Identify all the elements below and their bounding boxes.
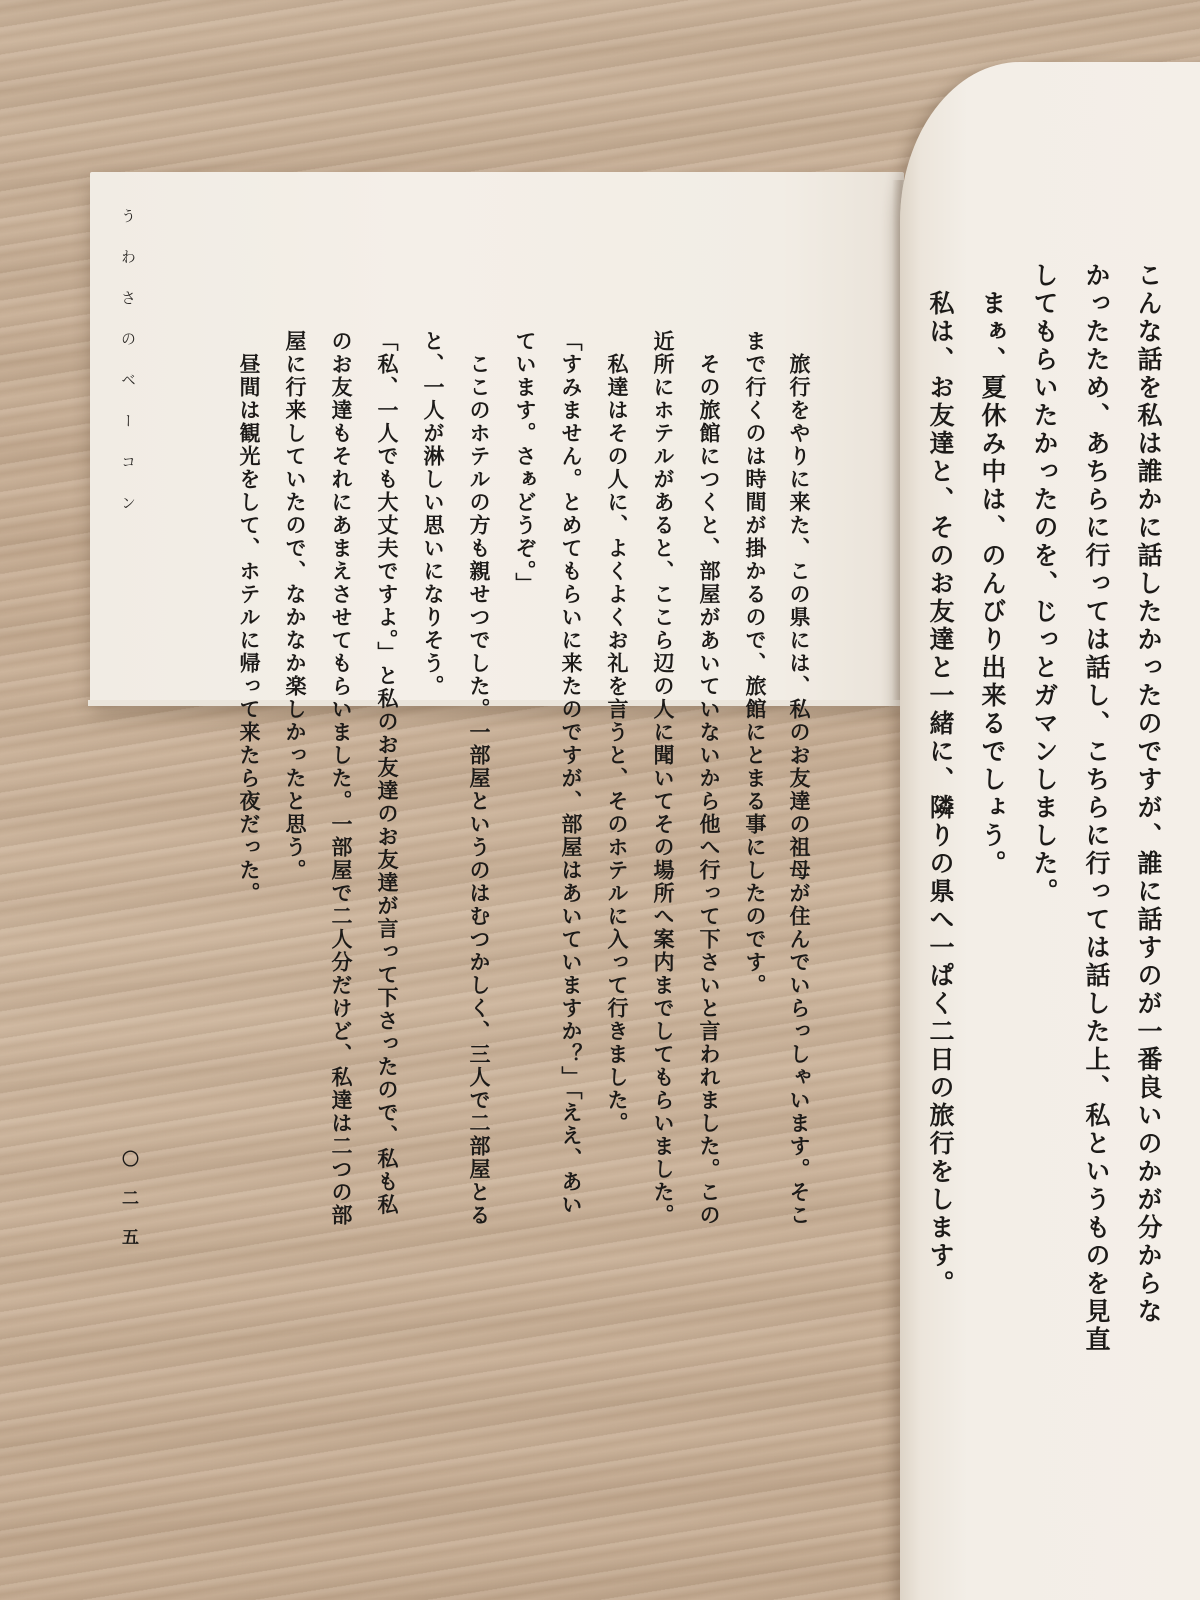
right-line-3: してもらいたかったのを、じっとガマンしました。	[1030, 262, 1059, 906]
left-line-6: 「すみません。とめてもらいに来たのですが、部屋はあいていますか？」「ええ、あい	[559, 330, 584, 1217]
right-line-4: まぁ、夏休み中は、のんびり出来るでしょう。	[978, 262, 1007, 878]
left-line-4: 近所にホテルがあると、ここら辺の人に聞いてその場所へ案内までしてもらいました。	[651, 330, 676, 1227]
left-page	[90, 172, 904, 706]
left-line-11: のお友達もそれにあまえさせてもらいました。一部屋で二人分だけど、私達は二つの部	[329, 330, 354, 1227]
left-line-13: 昼間は観光をして、ホテルに帰って来たら夜だった。	[237, 330, 262, 905]
right-line-5: 私は、お友達と、そのお友達と一緒に、隣りの県へ一ぱく二日の旅行をします。	[926, 262, 955, 1298]
page-number: 〇二五	[118, 1150, 138, 1267]
left-line-1: 旅行をやりに来た、この県には、私のお友達の祖母が住んでいらっしゃいます。そこ	[787, 330, 812, 1227]
right-line-1: こんな話を私は誰かに話したかったのですが、誰に話すのが一番良いのかが分からな	[1134, 262, 1163, 1326]
left-line-9: と、一人が淋しい思いになりそう。	[421, 330, 446, 698]
left-line-2: まで行くのは時間が掛かるので、旅館にとまる事にしたのです。	[743, 330, 768, 997]
running-head: うわさのベーコン	[119, 208, 137, 536]
left-line-10: 「私、一人でも大丈夫ですよ。」と私のお友達のお友達が言って下さったので、私も私	[375, 330, 400, 1217]
left-line-5: 私達はその人に、よくよくお礼を言うと、そのホテルに入って行きました。	[605, 330, 630, 1135]
left-line-8: ここのホテルの方も親せつでした。一部屋というのはむつかしく、三人で二部屋とる	[467, 330, 492, 1227]
right-line-2: かったため、あちらに行っては話し、こちらに行っては話した上、私というものを見直	[1082, 262, 1111, 1354]
left-line-12: 屋に行来していたので、なかなか楽しかったと思う。	[283, 330, 308, 882]
left-line-3: その旅館につくと、部屋があいていないから他へ行って下さいと言われました。この	[697, 330, 722, 1227]
left-line-7: ています。さぁどうぞ。」	[513, 330, 538, 596]
